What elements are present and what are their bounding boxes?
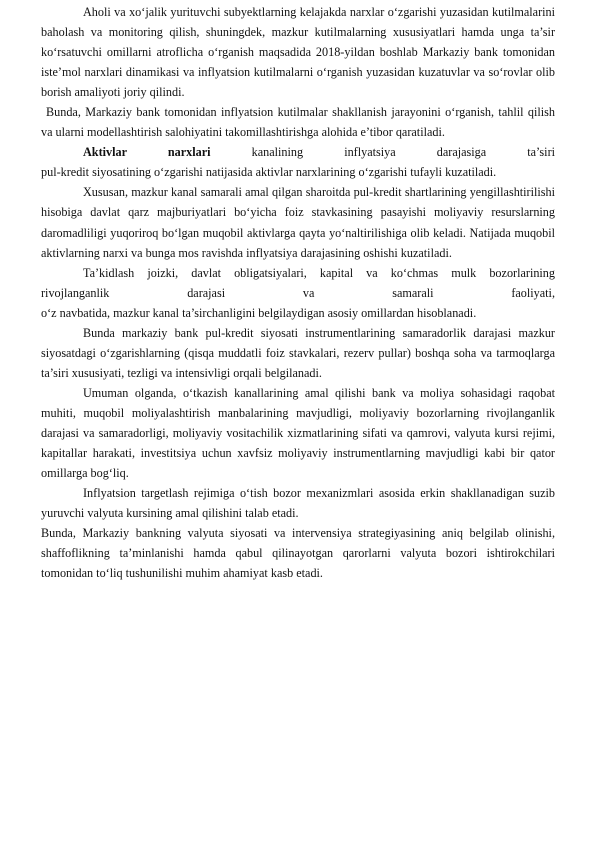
paragraph-3: Aktivlar narxlari kanalining inflyatsiya darajasiga ta’siri pul-kredit siyosatining o‘zgarishi natijasida aktivlar narxlarining o‘zgarishi tufayli kuzatiladi. bbox=[41, 145, 556, 180]
paragraph-6: Bunda markaziy bank pul-kredit siyosati instrumentlarining samaradorlik darajasi mazkur siyosatdagi o‘zgarishlarning (qisqa muddatli foiz stavkalari, rezerv pullar) boshqa soha va tarmoqlarga ta’siri xususiyati, tezligi va intensivligi orqali belgilanadi. bbox=[41, 325, 555, 380]
paragraph-2: Bunda, Markaziy bank tomonidan inflyatsion kutilmalar shakllanish jarayonini o‘rganish, tahlil qilish va ularni modellashtirish salohiyatini takomillashtirishga alohida e’tibor qaratiladi. bbox=[41, 105, 555, 140]
paragraph-8: Inflyatsion targetlash rejimiga o‘tish bozor mexanizmlari asosida erkin shakllanadigan suzib yuruvchi valyuta kursining amal qilishini talab etadi. bbox=[41, 486, 555, 521]
paragraph-4: Xususan, mazkur kanal samarali amal qilgan sharoitda pul-kredit shartlarining yengillashtirilishi hisobiga davlat qarz majburiyatlari bo‘yicha foiz stavkasining pasayishi moliyaviy resurslarning daromadliligi yuqoriroq bo‘lgan muqobil aktivlarga qayta yo‘naltirilishiga olib keladi. Natijada muqobil aktivlarning narxi va bunga mos ravishda inflyatsiya darajasining oshishi kuzatiladi. bbox=[41, 185, 555, 260]
paragraph-5: Ta’kidlash joizki, davlat obligatsiyalari, kapital va ko‘chmas mulk bozorlarining rivojlanganlik darajasi va samarali faoliyati, o‘z navbatida, mazkur kanal ta’sirchanligini belgilaydigan asosiy omillardan hisoblanadi. bbox=[41, 265, 555, 320]
paragraph-7: Umuman olganda, o‘tkazish kanallarining amal qilishi bank va moliya sohasidagi raqobat muhiti, muqobil moliyalashtirish manbalarining mavjudligi, moliyaviy bozorlarning rivojlanganlik darajasi va samaradorligi, moliyaviy vositachilik xizmatlarining sifati va qamrovi, valyuta kursi rejimi, kapitallar harakati, investitsiya uchun xavfsiz moliyaviy instrumentlarning mavjudligi kabi bir qator omillarga bog‘liq. bbox=[41, 385, 555, 481]
document-page bbox=[41, 0, 555, 583]
paragraph-1: Aholi va xo‘jalik yurituvchi subyektlarning kelajakda narxlar o‘zgarishi yuzasidan kutilmalarini baholash va monitoring qilish, shuningdek, mazkur kutilmalarning xususiyatlari hamda unga ta’sir ko‘rsatuvchi omillarni atroflicha o‘rganish maqsadida 2018-yildan boshlab Markaziy bank tomonidan iste’mol narxlari dinamikasi va inflyatsion kutilmalarni o‘rganish yuzasidan kuzatuvlar va so‘rovlar olib borish amaliyoti joriy qilindi. bbox=[41, 5, 555, 100]
bold-term: Aktivlar narxlari bbox=[83, 145, 211, 160]
paragraph-9: Bunda, Markaziy bankning valyuta siyosati va intervensiya strategiyasining aniq belgilab olinishi, shaffoflikning ta’minlanishi hamda qabul qilinayotgan qarorlarni valyuta bozori ishtirokchilari tomonidan to‘liq tushunilishi muhim ahamiyat kasb etadi. bbox=[41, 526, 555, 581]
